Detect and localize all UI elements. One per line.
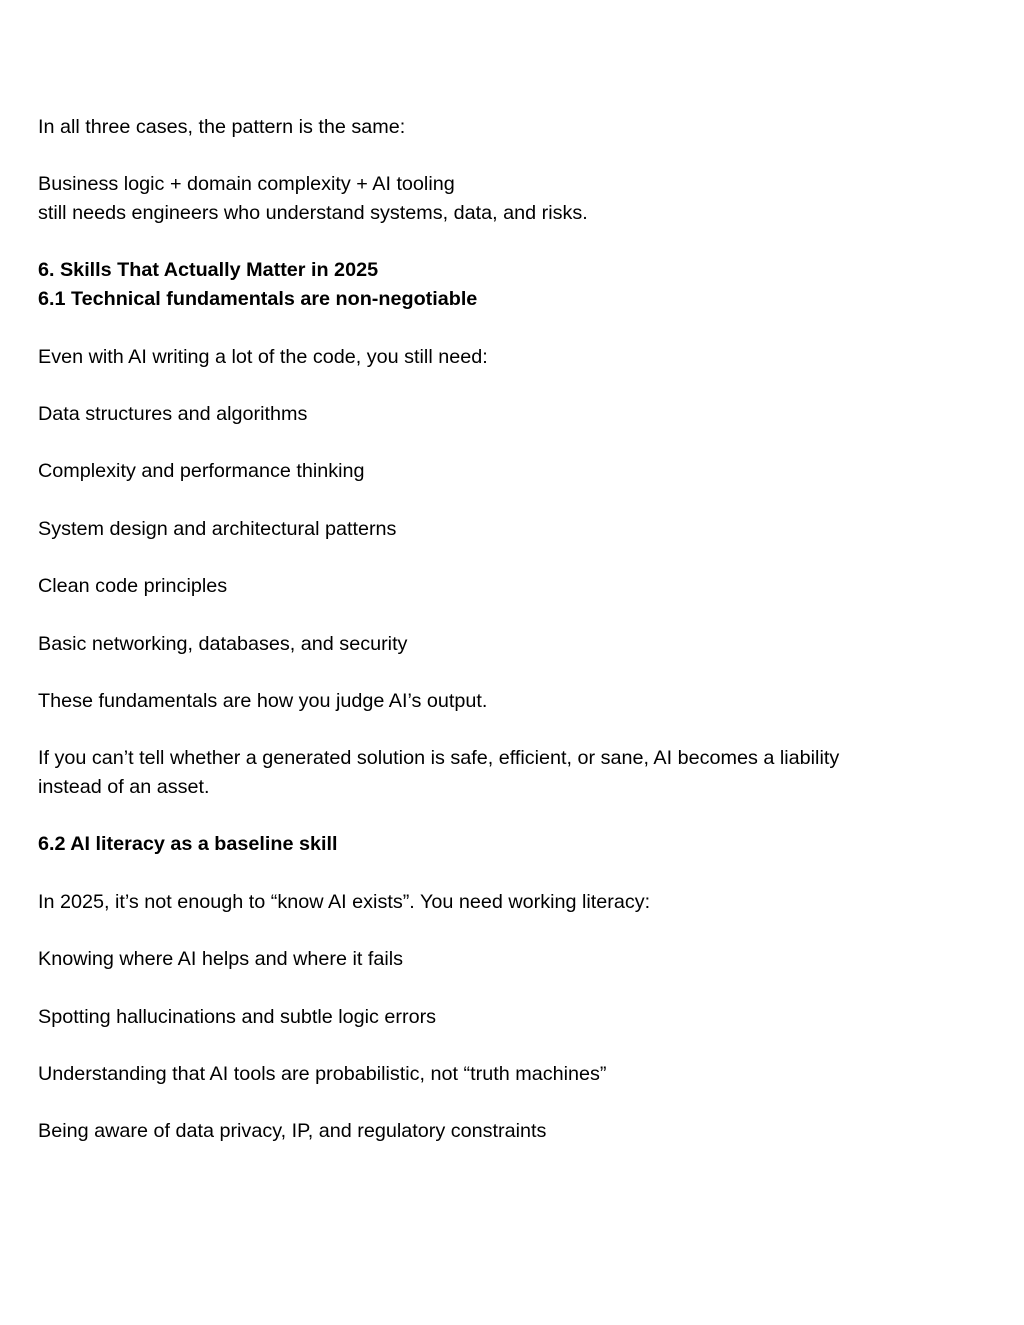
text-line: Business logic + domain complexity + AI tooling (38, 173, 455, 196)
text-line: Knowing where AI helps and where it fails (38, 948, 404, 971)
paragraph-knowing-where (38, 945, 986, 974)
text-line: These fundamentals are how you judge AI’s output. (38, 689, 488, 712)
paragraph-fundamentals-judge (38, 687, 986, 716)
text-line: instead of an asset. (38, 776, 210, 799)
paragraph-system-design (38, 515, 986, 544)
text-line: Clean code principles (38, 575, 228, 598)
heading-section-6 (38, 256, 986, 285)
heading-section-6-1 (38, 285, 986, 314)
heading-section-6-2 (38, 830, 986, 859)
paragraph-data-structures (38, 400, 986, 429)
paragraph-intro (38, 113, 986, 142)
text-line: If you can’t tell whether a generated solution is safe, efficient, or sane, AI becomes a liability (38, 747, 840, 770)
text-line: Basic networking, databases, and security (38, 632, 408, 655)
text-line: 6.1 Technical fundamentals are non-negotiable (38, 288, 478, 311)
text-line: 6. Skills That Actually Matter in 2025 (38, 259, 379, 282)
text-line: Spotting hallucinations and subtle logic errors (38, 1005, 437, 1028)
text-line: still needs engineers who understand systems, data, and risks. (38, 202, 588, 225)
paragraph-working-literacy (38, 888, 986, 917)
text-line: Understanding that AI tools are probabilistic, not “truth machines” (38, 1062, 607, 1085)
paragraph-liability (38, 744, 986, 801)
text-line: System design and architectural patterns (38, 517, 397, 540)
paragraph-data-privacy (38, 1117, 986, 1146)
text-line: Even with AI writing a lot of the code, you still need: (38, 345, 488, 368)
text-line: Data structures and algorithms (38, 402, 308, 425)
text-line: Complexity and performance thinking (38, 460, 365, 483)
text-line: 6.2 AI literacy as a baseline skill (38, 833, 338, 856)
text-line: Being aware of data privacy, IP, and regulatory constraints (38, 1120, 547, 1143)
text-line: In all three cases, the pattern is the same: (38, 116, 406, 138)
paragraph-complexity (38, 457, 986, 486)
paragraph-clean-code (38, 572, 986, 601)
paragraph-probabilistic (38, 1060, 986, 1089)
paragraph-even-with-ai (38, 343, 986, 372)
text-line: In 2025, it’s not enough to “know AI exists”. You need working literacy: (38, 890, 651, 913)
paragraph-spotting-hallucinations (38, 1003, 986, 1032)
paragraph-business-logic (38, 170, 986, 227)
paragraph-networking (38, 630, 986, 659)
